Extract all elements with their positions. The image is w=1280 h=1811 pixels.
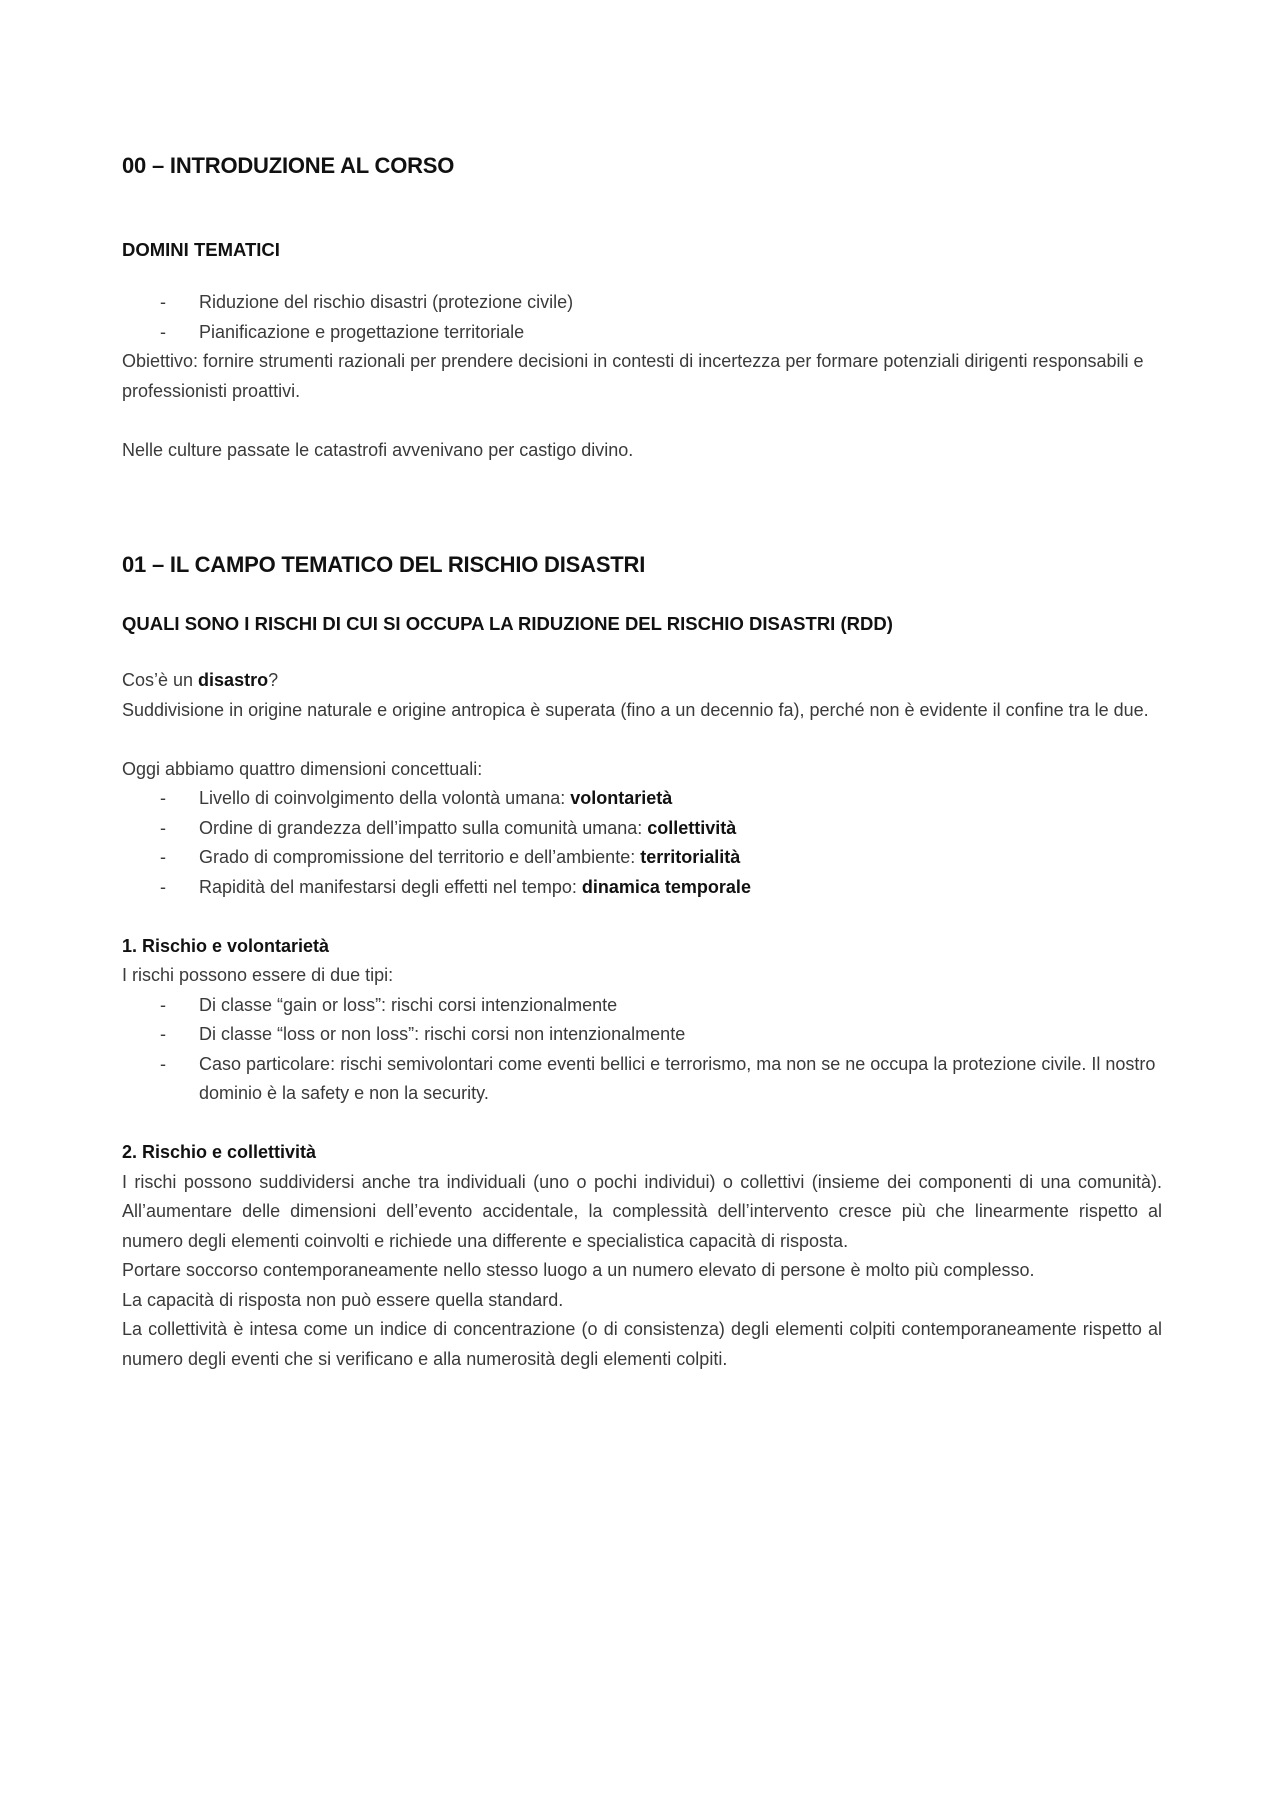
section-0-title: 00 – INTRODUZIONE AL CORSO: [122, 153, 455, 178]
dimension-text: Grado di compromissione del territorio e dell’ambiente:: [199, 847, 641, 867]
disaster-question: [122, 666, 1162, 696]
past-cultures-paragraph: Nelle culture passate le catastrofi avvenivano per castigo divino.: [122, 439, 634, 460]
question-prefix: Cos’è un: [122, 670, 199, 690]
dimension-text: Rapidità del manifestarsi degli effetti nel tempo:: [199, 876, 582, 897]
dash-bullet: -: [160, 817, 166, 838]
question-suffix: ?: [268, 670, 279, 690]
list-item: [122, 288, 1162, 318]
risk-2-paragraph-3: La capacità di risposta non può essere quella standard.: [122, 1289, 564, 1310]
subdivision-paragraph: Suddivisione in origine naturale e origine antropica è superata (fino a un decennio fa), perché non è evidente il confine tra le due.: [122, 699, 1149, 720]
dash-bullet: -: [160, 1024, 166, 1044]
list-item: [122, 873, 1162, 903]
risk-1-item-text: Di classe “gain or loss”: rischi corsi intenzionalmente: [199, 994, 618, 1015]
dash-bullet: -: [160, 994, 166, 1015]
domains-list: [122, 288, 1162, 347]
dash-bullet: -: [160, 876, 166, 897]
dimension-keyword: collettività: [647, 817, 737, 838]
dimensions-list: [122, 784, 1162, 902]
risk-2-paragraph-1: I rischi possono suddividersi anche tra individuali (uno o pochi individui) o collettivi (insieme dei componenti di una comunità). All’aumentare delle dimensioni dell’evento accidentale, la complessità dell’intervento cresce più che linearmente rispetto al numero degli elementi coinvolti e richiede una differente e specialistica capacità di risposta.: [122, 1171, 1162, 1251]
risk-2-paragraph-2: Portare soccorso contemporaneamente nello stesso luogo a un numero elevato di persone è molto più complesso.: [122, 1260, 1035, 1280]
domain-text: Riduzione del rischio disastri (protezione civile): [199, 292, 574, 312]
risk-2-paragraph-4: La collettività è intesa come un indice di concentrazione (o di consistenza) degli elementi colpiti contemporaneamente rispetto al numero degli eventi che si verificano e alla numerosità degli elementi colpiti.: [122, 1319, 1162, 1369]
domain-text: Pianificazione e progettazione territoriale: [199, 321, 525, 342]
list-item: [122, 1050, 1162, 1109]
section-1-title: 01 – IL CAMPO TEMATICO DEL RISCHIO DISASTRI: [122, 552, 646, 577]
risk-1-intro: I rischi possono essere di due tipi:: [122, 965, 394, 985]
dimension-keyword: dinamica temporale: [581, 876, 751, 897]
section-0-subtitle: DOMINI TEMATICI: [122, 239, 280, 260]
dash-bullet: -: [160, 321, 166, 342]
document-page: [122, 150, 1162, 1374]
dash-bullet: -: [160, 1053, 166, 1074]
list-item: [122, 991, 1162, 1021]
dimensions-intro: Oggi abbiamo quattro dimensioni concettuali:: [122, 758, 483, 779]
dash-bullet: -: [160, 847, 166, 867]
dash-bullet: -: [160, 788, 166, 808]
dimension-keyword: volontarietà: [570, 788, 673, 808]
dimension-keyword: territorialità: [640, 847, 741, 867]
risk-2-heading: 2. Rischio e collettività: [122, 1142, 317, 1162]
list-item: [122, 843, 1162, 873]
list-item: [122, 1020, 1162, 1050]
list-item: [122, 318, 1162, 348]
objective-paragraph: Obiettivo: fornire strumenti razionali per prendere decisioni in contesti di incertezza per formare potenziali dirigenti responsabili e professionisti proattivi.: [122, 351, 1144, 401]
section-1-subtitle: QUALI SONO I RISCHI DI CUI SI OCCUPA LA RIDUZIONE DEL RISCHIO DISASTRI (RDD): [122, 613, 893, 634]
question-bold: disastro: [198, 670, 269, 690]
dimension-text: Livello di coinvolgimento della volontà umana:: [199, 788, 571, 808]
risk-1-list: [122, 991, 1162, 1109]
risk-1-item-text: Caso particolare: rischi semivolontari come eventi bellici e terrorismo, ma non se ne occupa la protezione civile. Il nostro dominio è la safety e non la security.: [199, 1053, 1156, 1103]
dimension-text: Ordine di grandezza dell’impatto sulla comunità umana:: [199, 817, 648, 838]
list-item: [122, 814, 1162, 844]
list-item: [122, 784, 1162, 814]
risk-1-heading: 1. Rischio e volontarietà: [122, 935, 330, 956]
risk-1-item-text: Di classe “loss or non loss”: rischi corsi non intenzionalmente: [199, 1024, 686, 1044]
dash-bullet: -: [160, 292, 166, 312]
